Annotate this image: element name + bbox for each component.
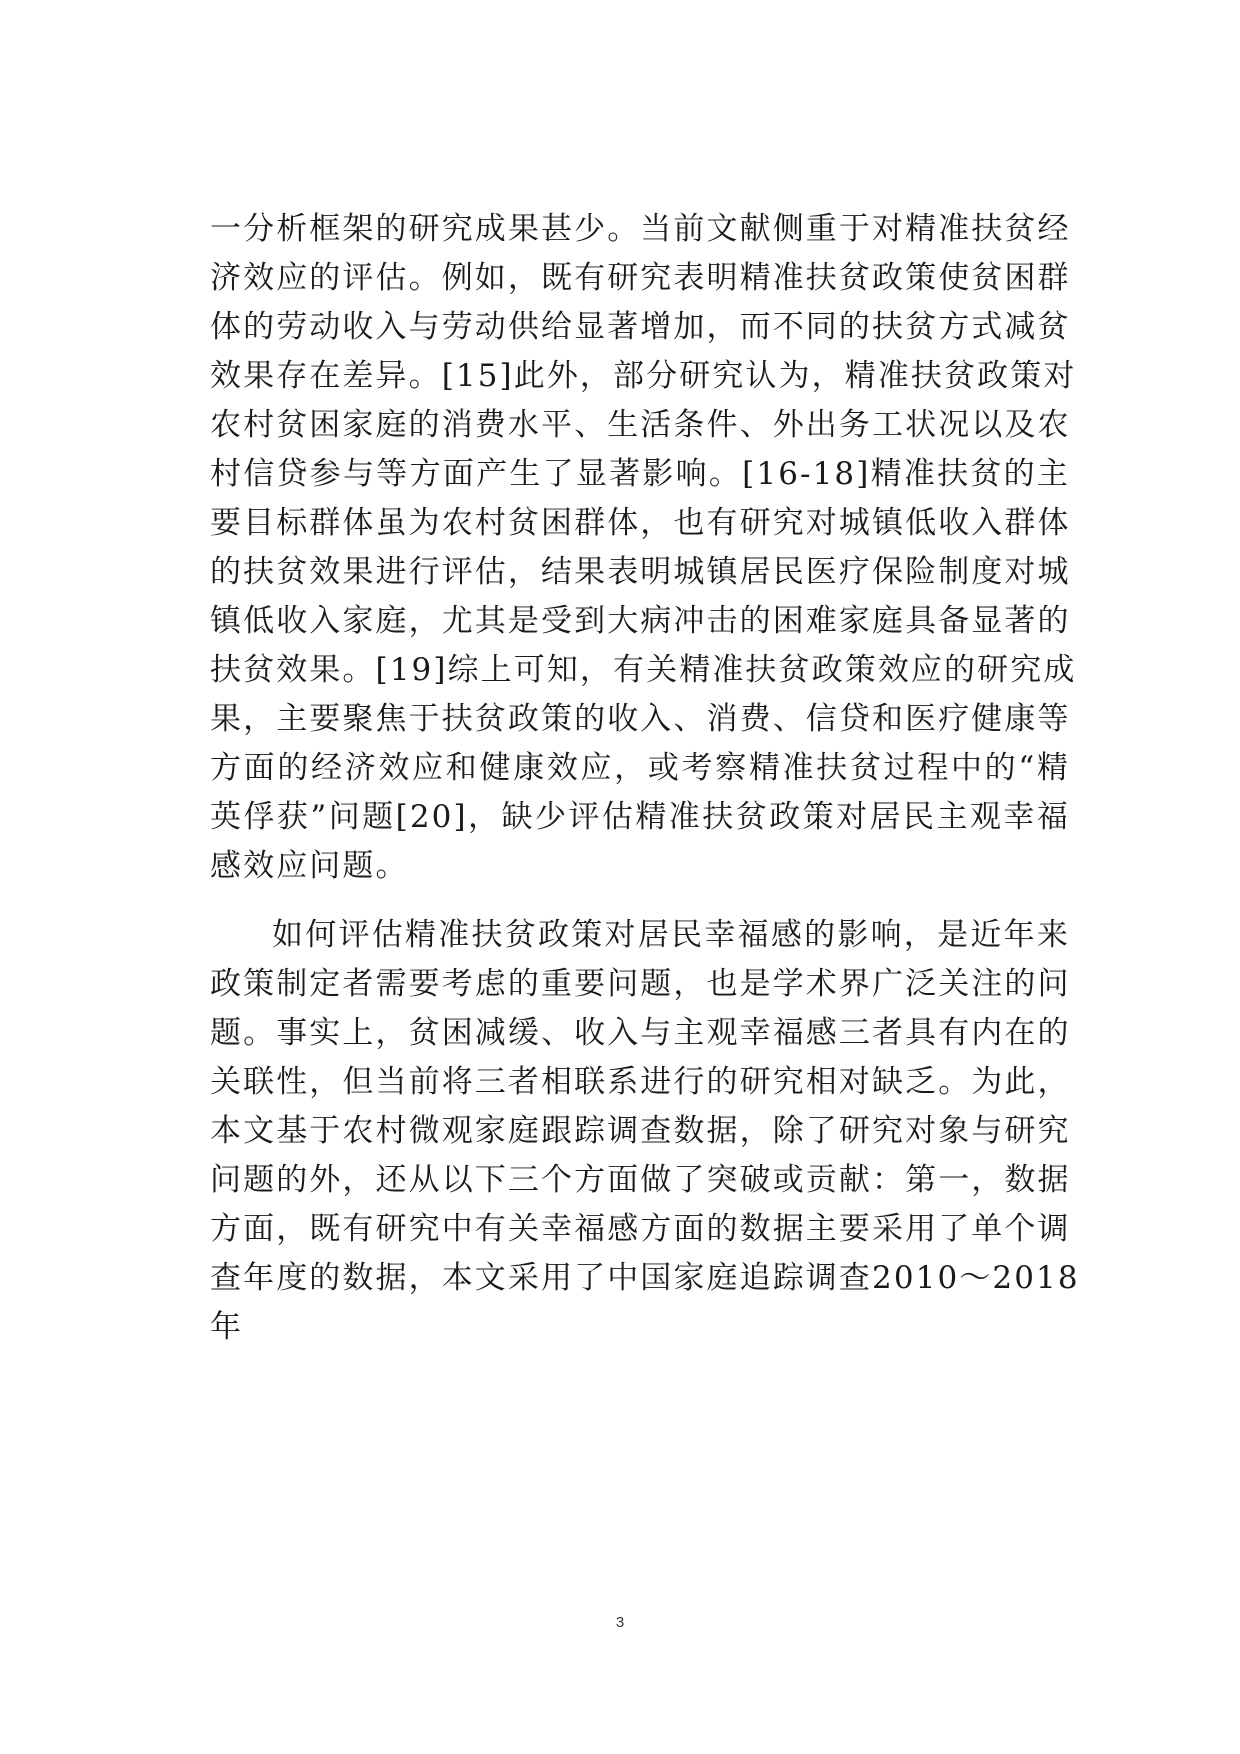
paragraph-line: 政策制定者需要考虑的重要问题，也是学术界广泛关注的问 xyxy=(210,966,1071,1002)
paragraph-line: 一分析框架的研究成果甚少。当前文献侧重于对精准扶贫经 xyxy=(210,211,1071,247)
paragraph-1 xyxy=(210,205,1077,891)
paragraph-line: 扶贫效果。[19]综上可知，有关精准扶贫政策效应的研究成 xyxy=(210,652,1077,688)
paragraph-line: 方面的经济效应和健康效应，或考察精准扶贫过程中的“精 xyxy=(210,750,1070,786)
paragraph-line: 村信贷参与等方面产生了显著影响。[16-18]精准扶贫的主 xyxy=(210,456,1070,492)
paragraph-line: 英俘获”问题[20]，缺少评估精准扶贫政策对居民主观幸福 xyxy=(210,799,1070,835)
paragraph-line: 查年度的数据，本文采用了中国家庭追踪调查2010～2018 xyxy=(210,1260,1080,1296)
paragraph-line: 如何评估精准扶贫政策对居民幸福感的影响，是近年来 xyxy=(272,917,1070,953)
page-number: 3 xyxy=(615,1614,625,1631)
paragraph-line: 题。事实上，贫困减缓、收入与主观幸福感三者具有内在的 xyxy=(210,1015,1071,1051)
paragraph-line: 体的劳动收入与劳动供给显著增加，而不同的扶贫方式减贫 xyxy=(210,309,1071,345)
paragraph-line: 年 xyxy=(210,1309,244,1345)
paragraph-line: 感效应问题。 xyxy=(210,848,409,884)
paragraph-line: 镇低收入家庭，尤其是受到大病冲击的困难家庭具备显著的 xyxy=(210,603,1071,639)
paragraph-line: 的扶贫效果进行评估，结果表明城镇居民医疗保险制度对城 xyxy=(210,554,1071,590)
paragraph-2 xyxy=(210,911,1080,1352)
paragraph-line: 本文基于农村微观家庭跟踪调查数据，除了研究对象与研究 xyxy=(210,1113,1071,1149)
paragraph-line: 关联性，但当前将三者相联系进行的研究相对缺乏。为此， xyxy=(210,1064,1071,1100)
paragraph-line: 问题的外，还从以下三个方面做了突破或贡献：第一，数据 xyxy=(210,1162,1071,1198)
paragraph-line: 果，主要聚焦于扶贫政策的收入、消费、信贷和医疗健康等 xyxy=(210,701,1071,737)
paragraph-line: 要目标群体虽为农村贫困群体，也有研究对城镇低收入群体 xyxy=(210,505,1071,541)
paragraph-line: 济效应的评估。例如，既有研究表明精准扶贫政策使贫困群 xyxy=(210,260,1071,296)
paragraph-line: 效果存在差异。[15]此外，部分研究认为，精准扶贫政策对 xyxy=(210,358,1077,394)
paragraph-line: 方面，既有研究中有关幸福感方面的数据主要采用了单个调 xyxy=(210,1211,1071,1247)
paragraph-line: 农村贫困家庭的消费水平、生活条件、外出务工状况以及农 xyxy=(210,407,1071,443)
